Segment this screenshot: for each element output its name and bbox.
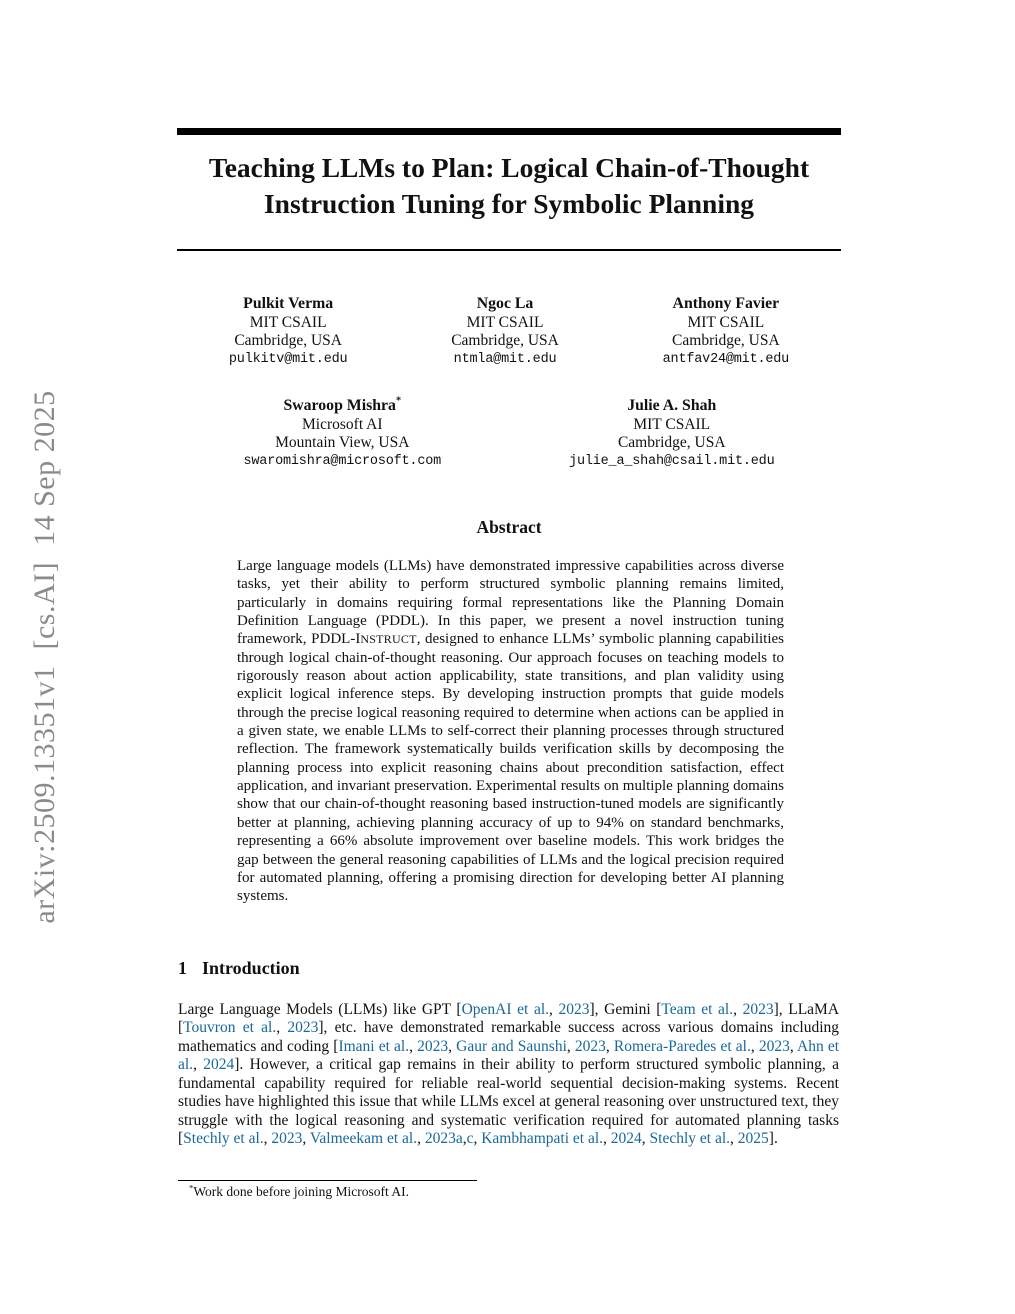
text-segment: , xyxy=(789,1037,798,1055)
citation-link[interactable]: 2023 xyxy=(417,1037,449,1055)
footnote-rule xyxy=(178,1180,477,1181)
author-name: Ngoc La xyxy=(476,295,534,312)
author-email: pulkitv@mit.edu xyxy=(228,351,348,367)
text-segment: ], LLaMA [ xyxy=(178,1001,840,1037)
citation-link[interactable]: 2023 xyxy=(271,1130,303,1148)
author-location: Cambridge, USA xyxy=(672,332,780,349)
citation-link[interactable]: Valmeekam et al. xyxy=(309,1130,418,1148)
footnote-marker: * xyxy=(189,1182,194,1193)
section-title: Introduction xyxy=(202,958,300,978)
authors-row-2 xyxy=(177,397,841,471)
paper-title xyxy=(177,150,841,222)
citation-link[interactable]: 2023 xyxy=(742,1001,774,1018)
citation-link[interactable]: 2023 xyxy=(287,1019,319,1037)
citation-link[interactable]: Stechly et al. xyxy=(649,1130,731,1148)
citation-link[interactable]: Imani et al. xyxy=(338,1037,410,1055)
text-segment: , xyxy=(276,1019,288,1037)
citation-link[interactable]: 2023 xyxy=(558,1001,590,1018)
author-email: ntmla@mit.edu xyxy=(453,351,557,367)
text-segment: , xyxy=(750,1037,759,1055)
citation-link[interactable]: c xyxy=(466,1130,474,1148)
author-email: antfav24@mit.edu xyxy=(662,351,790,367)
text-segment: , xyxy=(733,1001,743,1018)
text-segment: , xyxy=(462,1130,467,1148)
citation-link[interactable]: Kambhampati et al. xyxy=(481,1130,604,1148)
citation-link[interactable]: 2024 xyxy=(610,1130,642,1148)
author-footnote-marker: * xyxy=(395,395,402,407)
author-name: Julie A. Shah xyxy=(627,397,717,414)
text-segment: , xyxy=(409,1037,418,1055)
text-segment: , xyxy=(473,1130,482,1148)
text-segment: , xyxy=(448,1037,457,1055)
text-segment: ]. However, a critical gap remains in their ability to perform structured symbolic planning, a fundamental capability required for reliable real-world sequential decision-making systems. Recent studies have highlighted this issue that while LLMs excel at general reasoning over unstructured text, they struggle with the logical reasoning and systematic verification required for automated planning tasks [ xyxy=(178,1056,839,1148)
text-segment: , xyxy=(193,1056,204,1074)
author-affiliation: Microsoft AI xyxy=(302,415,383,433)
text-segment: ]. xyxy=(768,1130,778,1148)
citation-link[interactable]: Touvron et al. xyxy=(183,1019,277,1037)
text-segment: , xyxy=(641,1130,650,1148)
citation-link[interactable]: 2023 xyxy=(574,1037,606,1055)
footnote-text: Work done before joining Microsoft AI. xyxy=(193,1184,410,1199)
author-name xyxy=(244,397,442,416)
citation-link[interactable]: OpenAI et al. xyxy=(461,1001,550,1018)
author-block xyxy=(244,397,442,471)
author-affiliation: MIT CSAIL xyxy=(466,313,544,331)
paper-title-line2: Instruction Tuning for Symbolic Planning xyxy=(263,188,755,219)
text-segment: , xyxy=(566,1037,575,1055)
author-block xyxy=(229,295,348,369)
citation-link[interactable]: Stechly et al. xyxy=(183,1130,264,1148)
footnote xyxy=(178,1184,839,1200)
text-segment: Large language models (LLMs) have demonstrated impressive capabilities across diverse tasks, yet their ability to perform structured symbolic planning remains limited, particularly in domains requiring formal representations like the Planning Domain Definition Language (PDDL). In this paper, we present a novel instruction tuning framework, PDDL-I xyxy=(237,558,784,648)
introduction-paragraph xyxy=(178,1001,839,1149)
authors-row-1 xyxy=(177,295,841,369)
title-rule xyxy=(177,249,841,251)
paper-title-line1: Teaching LLMs to Plan: Logical Chain-of-Thought xyxy=(208,152,810,183)
citation-link[interactable]: Ahn et al. xyxy=(178,1037,840,1074)
citation-link[interactable]: Romera-Paredes et al. xyxy=(613,1037,751,1055)
citation-link[interactable]: Gaur and Saunshi xyxy=(456,1037,567,1055)
abstract-text xyxy=(237,557,784,906)
author-affiliation: MIT CSAIL xyxy=(633,415,711,433)
text-segment: , xyxy=(302,1130,310,1148)
author-location: Mountain View, USA xyxy=(275,434,410,451)
author-affiliation: MIT CSAIL xyxy=(249,313,327,331)
text-segment: , xyxy=(605,1037,614,1055)
smallcaps-text: NSTRUCT xyxy=(360,632,417,647)
author-block xyxy=(663,295,789,369)
author-email: swaromishra@microsoft.com xyxy=(243,453,442,469)
text-segment: ], etc. have demonstrated remarkable success across various domains including mathematics and coding [ xyxy=(178,1019,840,1055)
abstract-heading: Abstract xyxy=(476,517,542,537)
text-segment: , xyxy=(549,1001,559,1018)
text-segment: , designed to enhance LLMs’ symbolic planning capabilities through logical chain-of-thought reasoning. Our approach focuses on teaching models to rigorously reason about action applicability, state transitions, and plan validity using explicit logical inference steps. By developing instruction prompts that guide models through the precise logical reasoning required to determine when actions can be applied in a given state, we enable LLMs to self-correct their planning processes through structured reflection. The framework systematically builds verification skills by decomposing the planning process into explicit reasoning chains about precondition satisfaction, effect application, and invariant preservation. Experimental results on multiple planning domains show that our chain-of-thought reasoning based instruction-tuned models are significantly better at planning, achieving planning accuracy of up to 94% on standard benchmarks, representing a 66% absolute improvement over baseline models. This work bridges the gap between the general reasoning capabilities of LLMs and the logical precision required for automated planning, offering a promising direction for developing better AI planning systems. xyxy=(237,631,784,905)
arxiv-watermark: arXiv:2509.13351v1 [cs.AI] 14 Sep 2025 xyxy=(28,390,61,924)
author-email: julie_a_shah@csail.mit.edu xyxy=(569,453,775,469)
text-segment: , xyxy=(417,1130,425,1148)
text-segment: , xyxy=(730,1130,738,1148)
citation-link[interactable]: Team et al. xyxy=(661,1001,734,1018)
author-block xyxy=(451,295,559,369)
author-name-text: Swaroop Mishra xyxy=(283,397,396,414)
text-segment: ], Gemini [ xyxy=(589,1001,662,1018)
citation-link[interactable]: 2023a xyxy=(424,1130,463,1148)
text-segment: , xyxy=(263,1130,272,1148)
text-segment: Large Language Models (LLMs) like GPT [ xyxy=(178,1001,462,1018)
author-name: Anthony Favier xyxy=(672,295,780,312)
author-location: Cambridge, USA xyxy=(234,332,342,349)
citation-link[interactable]: 2025 xyxy=(737,1130,769,1148)
text-segment: , xyxy=(603,1130,611,1148)
citation-link[interactable]: 2023 xyxy=(758,1037,790,1055)
section-heading-introduction xyxy=(178,958,300,979)
author-name: Pulkit Verma xyxy=(243,295,334,312)
author-location: Cambridge, USA xyxy=(617,434,726,451)
section-number: 1 xyxy=(178,958,187,978)
citation-link[interactable]: 2024 xyxy=(203,1056,235,1074)
top-rule xyxy=(177,128,841,135)
author-block xyxy=(569,397,774,471)
author-location: Cambridge, USA xyxy=(451,332,559,349)
author-affiliation: MIT CSAIL xyxy=(687,313,765,331)
